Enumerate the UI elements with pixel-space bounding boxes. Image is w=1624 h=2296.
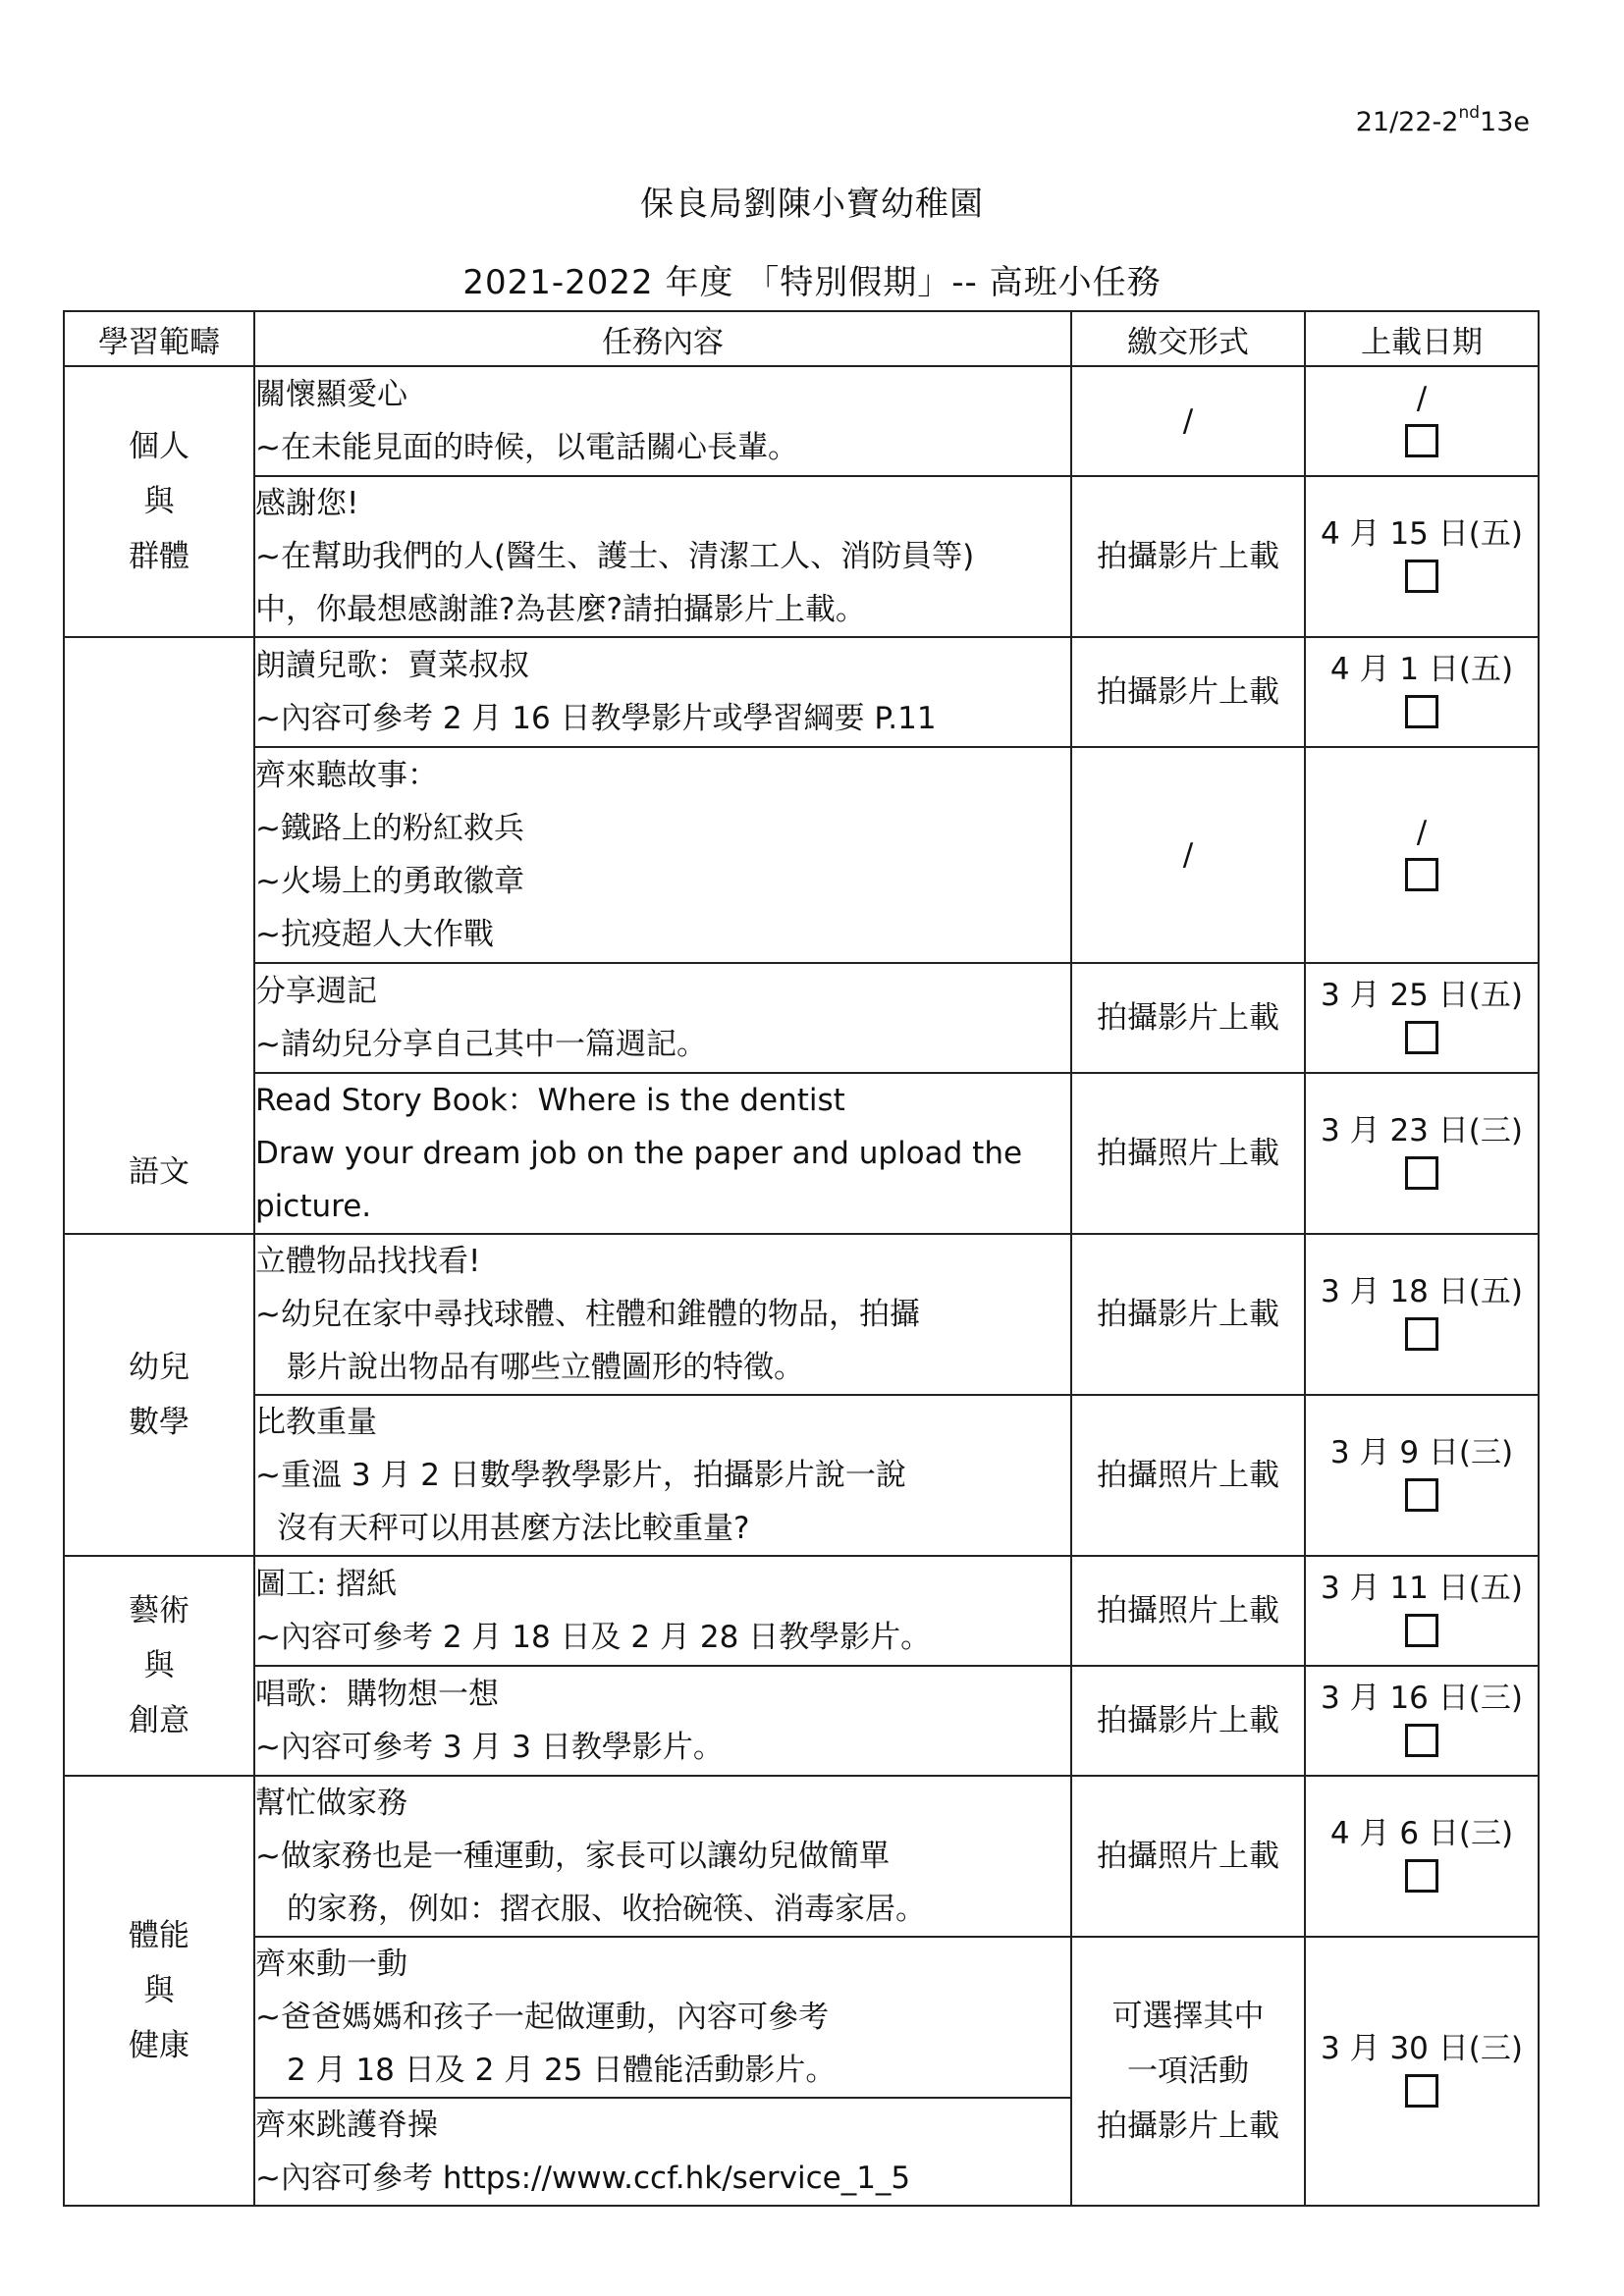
task-title: 齊來動一動 — [255, 1947, 407, 1982]
submission-mode — [1071, 366, 1305, 476]
mode-text: 拍攝影片上載 — [1097, 1000, 1279, 1036]
mode-text: 拍攝照片上載 — [1097, 1458, 1279, 1493]
task-description: 的家務，例如：摺衣服、收拾碗筷、消毒家居。 — [287, 1892, 926, 1927]
mode-text: 拍攝影片上載 — [1097, 539, 1279, 574]
header-date: 上載日期 — [1305, 311, 1539, 366]
table-row — [64, 747, 1539, 963]
submission-mode — [1071, 637, 1305, 747]
document-reference-code — [1355, 103, 1530, 137]
mode-text: 拍攝影片上載 — [1097, 674, 1279, 710]
checkbox[interactable] — [1405, 1156, 1438, 1190]
checkbox[interactable] — [1405, 1724, 1438, 1757]
submission-mode — [1071, 1073, 1305, 1234]
area-text: 幼兒 — [129, 1350, 189, 1385]
upload-date-cell — [1305, 637, 1539, 747]
ref-superscript: nd — [1458, 103, 1481, 123]
area-text: 群體 — [129, 539, 189, 574]
mode-text: 拍攝影片上載 — [1097, 2109, 1279, 2144]
ref-tail: 13e — [1480, 107, 1530, 137]
upload-date: 3 月 25 日(五) — [1321, 978, 1523, 1013]
task-description: ~在未能見面的時候，以電話關心長輩。 — [255, 430, 798, 465]
upload-date: 3 月 16 日(三) — [1321, 1681, 1523, 1716]
checkbox[interactable] — [1405, 1859, 1438, 1893]
task-content — [254, 1556, 1071, 1666]
task-description: ~爸爸媽媽和孩子一起做運動，內容可參考 — [255, 2000, 829, 2035]
submission-mode — [1071, 1395, 1305, 1556]
task-title: 比教重量 — [255, 1405, 377, 1440]
checkbox[interactable] — [1405, 1478, 1438, 1512]
upload-date-cell — [1305, 1937, 1539, 2206]
upload-date: 3 月 11 日(五) — [1321, 1571, 1523, 1606]
task-description: ~做家務也是一種運動，家長可以讓幼兒做簡單 — [255, 1839, 890, 1874]
checkbox[interactable] — [1405, 1317, 1438, 1351]
table-row — [64, 476, 1539, 637]
area-text: 體能 — [129, 1918, 189, 1953]
area-arts-creativity — [64, 1556, 254, 1776]
task-description: ~內容可參考 2 月 16 日教學影片或學習綱要 P.11 — [255, 701, 937, 736]
task-title: Read Story Book：Where is the dentist — [255, 1083, 845, 1118]
area-text: 藝術 — [129, 1593, 189, 1629]
upload-date-cell — [1305, 747, 1539, 963]
upload-date: 4 月 1 日(五) — [1329, 652, 1514, 687]
submission-mode — [1071, 1937, 1305, 2206]
checkbox[interactable] — [1405, 695, 1438, 728]
area-text: 創意 — [129, 1703, 189, 1738]
mode-text: 拍攝照片上載 — [1097, 1839, 1279, 1874]
task-description: ~抗疫超人大作戰 — [255, 917, 494, 952]
submission-mode — [1071, 963, 1305, 1073]
upload-date-cell — [1305, 366, 1539, 476]
upload-date: 4 月 6 日(三) — [1329, 1816, 1514, 1851]
task-description: ~內容可參考 https://www.ccf.hk/service_1_5 — [255, 2161, 911, 2196]
task-content — [254, 1073, 1071, 1234]
task-description: 沒有天秤可以用甚麼方法比較重量? — [277, 1511, 750, 1546]
task-title: 關懷顯愛心 — [255, 377, 407, 412]
table-row — [64, 1776, 1539, 1937]
area-text: 個人 — [129, 429, 189, 464]
table-header-row — [64, 311, 1539, 366]
mode-text: 一項活動 — [1127, 2054, 1249, 2089]
task-title: 齊來聽故事： — [255, 758, 438, 793]
upload-date-cell — [1305, 1234, 1539, 1395]
task-content — [254, 1776, 1071, 1937]
task-description: 中，你最想感謝誰?為甚麼?請拍攝影片上載。 — [255, 592, 866, 627]
upload-date-cell — [1305, 963, 1539, 1073]
upload-date-cell — [1305, 1556, 1539, 1666]
checkbox[interactable] — [1405, 2074, 1438, 2108]
task-content — [254, 476, 1071, 637]
table-row — [64, 1234, 1539, 1395]
checkbox[interactable] — [1405, 1021, 1438, 1054]
area-text: 與 — [143, 484, 175, 519]
task-content — [254, 1937, 1071, 2098]
upload-date: 3 月 18 日(五) — [1321, 1274, 1523, 1309]
header-content: 任務內容 — [254, 311, 1071, 366]
task-description: ~幼兒在家中尋找球體、柱體和錐體的物品，拍攝 — [255, 1297, 920, 1332]
task-content — [254, 963, 1071, 1073]
submission-mode — [1071, 476, 1305, 637]
mode-text: 拍攝照片上載 — [1097, 1136, 1279, 1171]
table-row — [64, 637, 1539, 747]
submission-mode — [1071, 1666, 1305, 1776]
header-area: 學習範疇 — [64, 311, 254, 366]
upload-date-cell — [1305, 1073, 1539, 1234]
task-description: ~鐵路上的粉紅救兵 — [255, 811, 524, 846]
task-description: ~在幫助我們的人(醫生、護士、清潔工人、消防員等) — [255, 539, 975, 574]
task-content — [254, 366, 1071, 476]
task-description: ~重溫 3 月 2 日數學教學影片，拍攝影片說一說 — [255, 1458, 906, 1493]
checkbox[interactable] — [1405, 1614, 1438, 1647]
task-description: ~火場上的勇敢徽章 — [255, 864, 524, 899]
area-text: 健康 — [129, 2028, 189, 2063]
task-title: 唱歌：購物想一想 — [255, 1677, 499, 1712]
table-row — [64, 366, 1539, 476]
table-row — [64, 1666, 1539, 1776]
upload-date: 3 月 23 日(三) — [1321, 1113, 1523, 1148]
checkbox[interactable] — [1405, 424, 1438, 457]
table-row — [64, 1937, 1539, 2098]
mode-text: 拍攝照片上載 — [1097, 1593, 1279, 1629]
submission-mode — [1071, 1776, 1305, 1937]
upload-date-cell — [1305, 1776, 1539, 1937]
task-title: 立體物品找找看! — [255, 1244, 481, 1279]
task-description: 2 月 18 日及 2 月 25 日體能活動影片。 — [287, 2053, 837, 2088]
task-description: ~內容可參考 2 月 18 日及 2 月 28 日教學影片。 — [255, 1620, 932, 1655]
task-title: 圖工: 摺紙 — [255, 1567, 398, 1602]
task-title: 朗讀兒歌：賣菜叔叔 — [255, 648, 529, 683]
mode-text: 拍攝影片上載 — [1097, 1703, 1279, 1738]
task-content — [254, 747, 1071, 963]
task-title: 幫忙做家務 — [255, 1786, 407, 1821]
mode-text: 拍攝影片上載 — [1097, 1297, 1279, 1332]
task-content — [254, 1234, 1071, 1395]
task-description: ~請幼兒分享自己其中一篇週記。 — [255, 1027, 707, 1062]
task-content — [254, 637, 1071, 747]
checkbox[interactable] — [1405, 560, 1438, 593]
task-content — [254, 1666, 1071, 1776]
mode-text: / — [1182, 837, 1194, 873]
submission-mode — [1071, 747, 1305, 963]
table-row — [64, 1073, 1539, 1234]
submission-mode — [1071, 1234, 1305, 1395]
task-table — [63, 310, 1540, 2207]
task-description: Draw your dream job on the paper and upload the — [255, 1136, 1023, 1171]
checkbox[interactable] — [1405, 858, 1438, 891]
area-personal-social — [64, 366, 254, 637]
upload-date: / — [1416, 815, 1428, 850]
area-language — [64, 637, 254, 1234]
task-description: ~內容可參考 3 月 3 日教學影片。 — [255, 1730, 724, 1765]
task-title: 感謝您! — [255, 486, 359, 521]
area-physical-health — [64, 1776, 254, 2206]
upload-date: / — [1416, 381, 1428, 416]
mode-text: / — [1182, 403, 1194, 439]
upload-date: 3 月 9 日(三) — [1329, 1435, 1514, 1470]
task-description: picture. — [255, 1189, 372, 1224]
table-row — [64, 963, 1539, 1073]
header-mode: 繳交形式 — [1071, 311, 1305, 366]
school-name: 保良局劉陳小寶幼稚園 — [640, 185, 984, 224]
submission-mode — [1071, 1556, 1305, 1666]
task-content — [254, 2098, 1071, 2206]
upload-date: 4 月 15 日(五) — [1321, 516, 1523, 552]
upload-date: 3 月 30 日(三) — [1321, 2031, 1523, 2066]
upload-date-cell — [1305, 476, 1539, 637]
area-math — [64, 1234, 254, 1556]
area-text: 語文 — [129, 1154, 189, 1190]
table-row — [64, 1395, 1539, 1556]
task-description: 影片說出物品有哪些立體圖形的特徵。 — [287, 1350, 804, 1385]
mode-text: 可選擇其中 — [1111, 1999, 1265, 2034]
task-content — [254, 1395, 1071, 1556]
task-title: 分享週記 — [255, 974, 377, 1009]
document-subtitle: 2021-2022 年度 「特別假期」-- 高班小任務 — [462, 263, 1162, 302]
task-title: 齊來跳護脊操 — [255, 2108, 438, 2143]
upload-date-cell — [1305, 1666, 1539, 1776]
area-text: 與 — [143, 1648, 175, 1683]
table-row — [64, 1556, 1539, 1666]
area-text: 與 — [143, 1973, 175, 2008]
upload-date-cell — [1305, 1395, 1539, 1556]
ref-main: 21/22-2 — [1355, 107, 1459, 137]
area-text: 數學 — [129, 1405, 189, 1440]
